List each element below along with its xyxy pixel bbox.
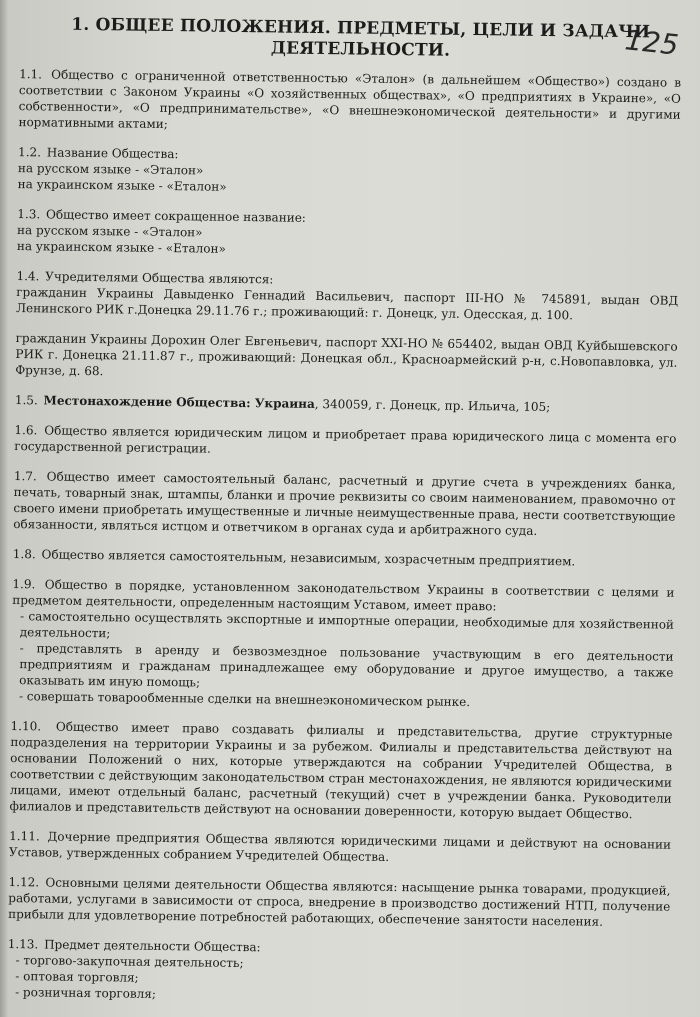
clause-text: Дочерние предприятия Общества являются юридическими лицами и действуют на основании Уставов, утвержденных собранием Учредителей Общества. <box>8 829 672 864</box>
clause-1-2 <box>18 144 681 201</box>
list-item: - самостоятельно осуществлять экспортные и импортные операции, необходимые для хозяйственной деятельности; <box>19 609 675 641</box>
clause-heading: Общество имеет сокращенное название: <box>45 207 306 225</box>
location-label: Местонахождение Общества: Украина <box>43 393 315 411</box>
section-title <box>63 15 657 65</box>
clause-heading: Предмет деятельности Общества: <box>44 937 261 955</box>
clause-number: 1.11. <box>9 829 40 844</box>
list-item: - представлять в аренду и безвозмездное пользование участвующим в его деятельности предприятиям и гражданам принадлежащее ему оборудование и другое имущество, а также оказывать им иную помощь; <box>19 641 674 690</box>
clause-heading: Название Общества: <box>46 145 179 162</box>
name-ukrainian: на украинском языке - «Еталон» <box>17 177 227 194</box>
clause-number: 1.1. <box>19 67 43 82</box>
clause-text: Общество является юридическим лицом и приобретает права юридического лица с момента его государственной регистрации. <box>14 423 677 456</box>
founder-2: гражданин Украины Дорохин Олег Евгеньевич, паспорт XXI-НО № 654402, выдан ОВД Куйбышевского РИК г. Донецка 21.11.87 г., проживающий: Донецкая обл., Красноармейский р-н, с.Новопавловка, ул. Фрунзе, д. 68. <box>15 331 678 379</box>
clause-text: Основными целями деятельности Общества являются: насыщение рынка товарами, продукцией, работами, услугами в зависимости от спроса, внедрение в производство достижений НТП, получение прибыли для удовлетворение потребностей работающих, обеспечение занятости населения. <box>8 875 671 929</box>
clause-1-1 <box>18 66 681 139</box>
clause-text: Общество с ограниченной ответственностью «Эталон» (в дальнейшем «Общество») создано в соответствии с Законом Украины «О хозяйственных обществах», «О предприятиях в Украине», «О собственности», «О предпринимательстве», «О внешнеэкономической деятельности» и другими нормативными актами; <box>18 67 682 132</box>
founder-1: гражданин Украины Давыденко Геннадий Васильевич, паспорт III-НО № 745891, выдан ОВД Ленинского РИК г.Донецка 29.11.76 г.; проживающий: г. Донецк, ул. Одесская, д. 100. <box>15 285 679 323</box>
list-item: - оптовая торговля; <box>15 969 139 985</box>
clause-1-7 <box>13 468 676 541</box>
clause-1-9 <box>11 576 675 713</box>
clause-number: 1.5. <box>14 393 38 408</box>
clause-number: 1.3. <box>17 207 41 222</box>
clause-1-13 <box>7 936 670 1009</box>
clause-number: 1.8. <box>12 547 36 562</box>
document-content <box>1 8 688 1017</box>
name-russian: на русском языке - «Эталон» <box>17 161 204 178</box>
clause-number: 1.4. <box>16 269 40 284</box>
short-name-russian: на русском языке - «Эталон» <box>17 223 203 240</box>
list-item: - розничная торговля; <box>15 985 157 1001</box>
title-line-2: ДЕЯТЕЛЬНОСТИ. <box>270 38 451 61</box>
clause-number: 1.9. <box>12 577 36 592</box>
clause-1-6 <box>14 422 676 463</box>
clause-1-12 <box>8 874 671 931</box>
clause-number: 1.7. <box>13 469 37 484</box>
clause-1-5 <box>15 392 677 417</box>
clause-1-3 <box>17 206 680 263</box>
clause-number: 1.12. <box>8 875 40 890</box>
clause-number: 1.6. <box>14 423 38 438</box>
clause-text: Общество имеет самостоятельный баланс, расчетный и другие счета в учреждениях банка, печать, товарный знак, штампы, бланки и прочие реквизиты со своим наименованием, правомочно от своего имени приобретать имущественные и личные неимущественные права, нести соответствующие обязанности, являться истцом и ответчиком в органах суда и арбитражного суда. <box>13 469 676 538</box>
clause-number: 1.13. <box>7 936 39 952</box>
short-name-ukrainian: на украинском языке - «Еталон» <box>16 239 226 256</box>
clause-1-4 <box>15 268 678 387</box>
handwritten-page-number: 125 <box>622 23 680 62</box>
list-item: - совершать товарообменные сделки на внешнеэкономическом рынке. <box>18 689 471 710</box>
title-line-1: 1. ОБЩЕЕ ПОЛОЖЕНИЯ. ПРЕДМЕТЫ, ЦЕЛИ И ЗАДАЧИ <box>71 14 651 43</box>
clause-text: Общество является самостоятельным, независимым, хозрасчетным предприятием. <box>41 547 576 569</box>
clause-text: Общество в порядке, установленном законодательством Украины в соответствии с целями и предметом деятельности, определенным настоящим Уставом, имеет право: <box>12 577 675 614</box>
clause-text: Общество имеет право создавать филиалы и представительства, другие структурные подразделения на территории Украины и за рубежом. Филиалы и представительства действуют на основании Положений о них, которые утверждаются на собрании Учредителей Общества, в соответствии с действующим законодательством стран местонахождения, не являются юридическими лицами, имеют отдельный баланс, расчетный (текущий) счет в учреждении банка. Руководители филиалов и представительств действуют на основании доверенности, которую выдает Общество. <box>9 719 673 822</box>
clause-1-11 <box>9 828 671 869</box>
clause-heading: Учредителями Общества являются: <box>45 269 274 287</box>
location-address: , 340059, г. Донецк, пр. Ильича, 105; <box>314 396 551 415</box>
clause-1-8 <box>13 546 675 571</box>
clause-1-10 <box>9 718 672 823</box>
list-item: - торгово-закупочная деятельность; <box>15 953 244 971</box>
clause-number: 1.2. <box>18 145 42 160</box>
clause-number: 1.10. <box>10 719 42 734</box>
